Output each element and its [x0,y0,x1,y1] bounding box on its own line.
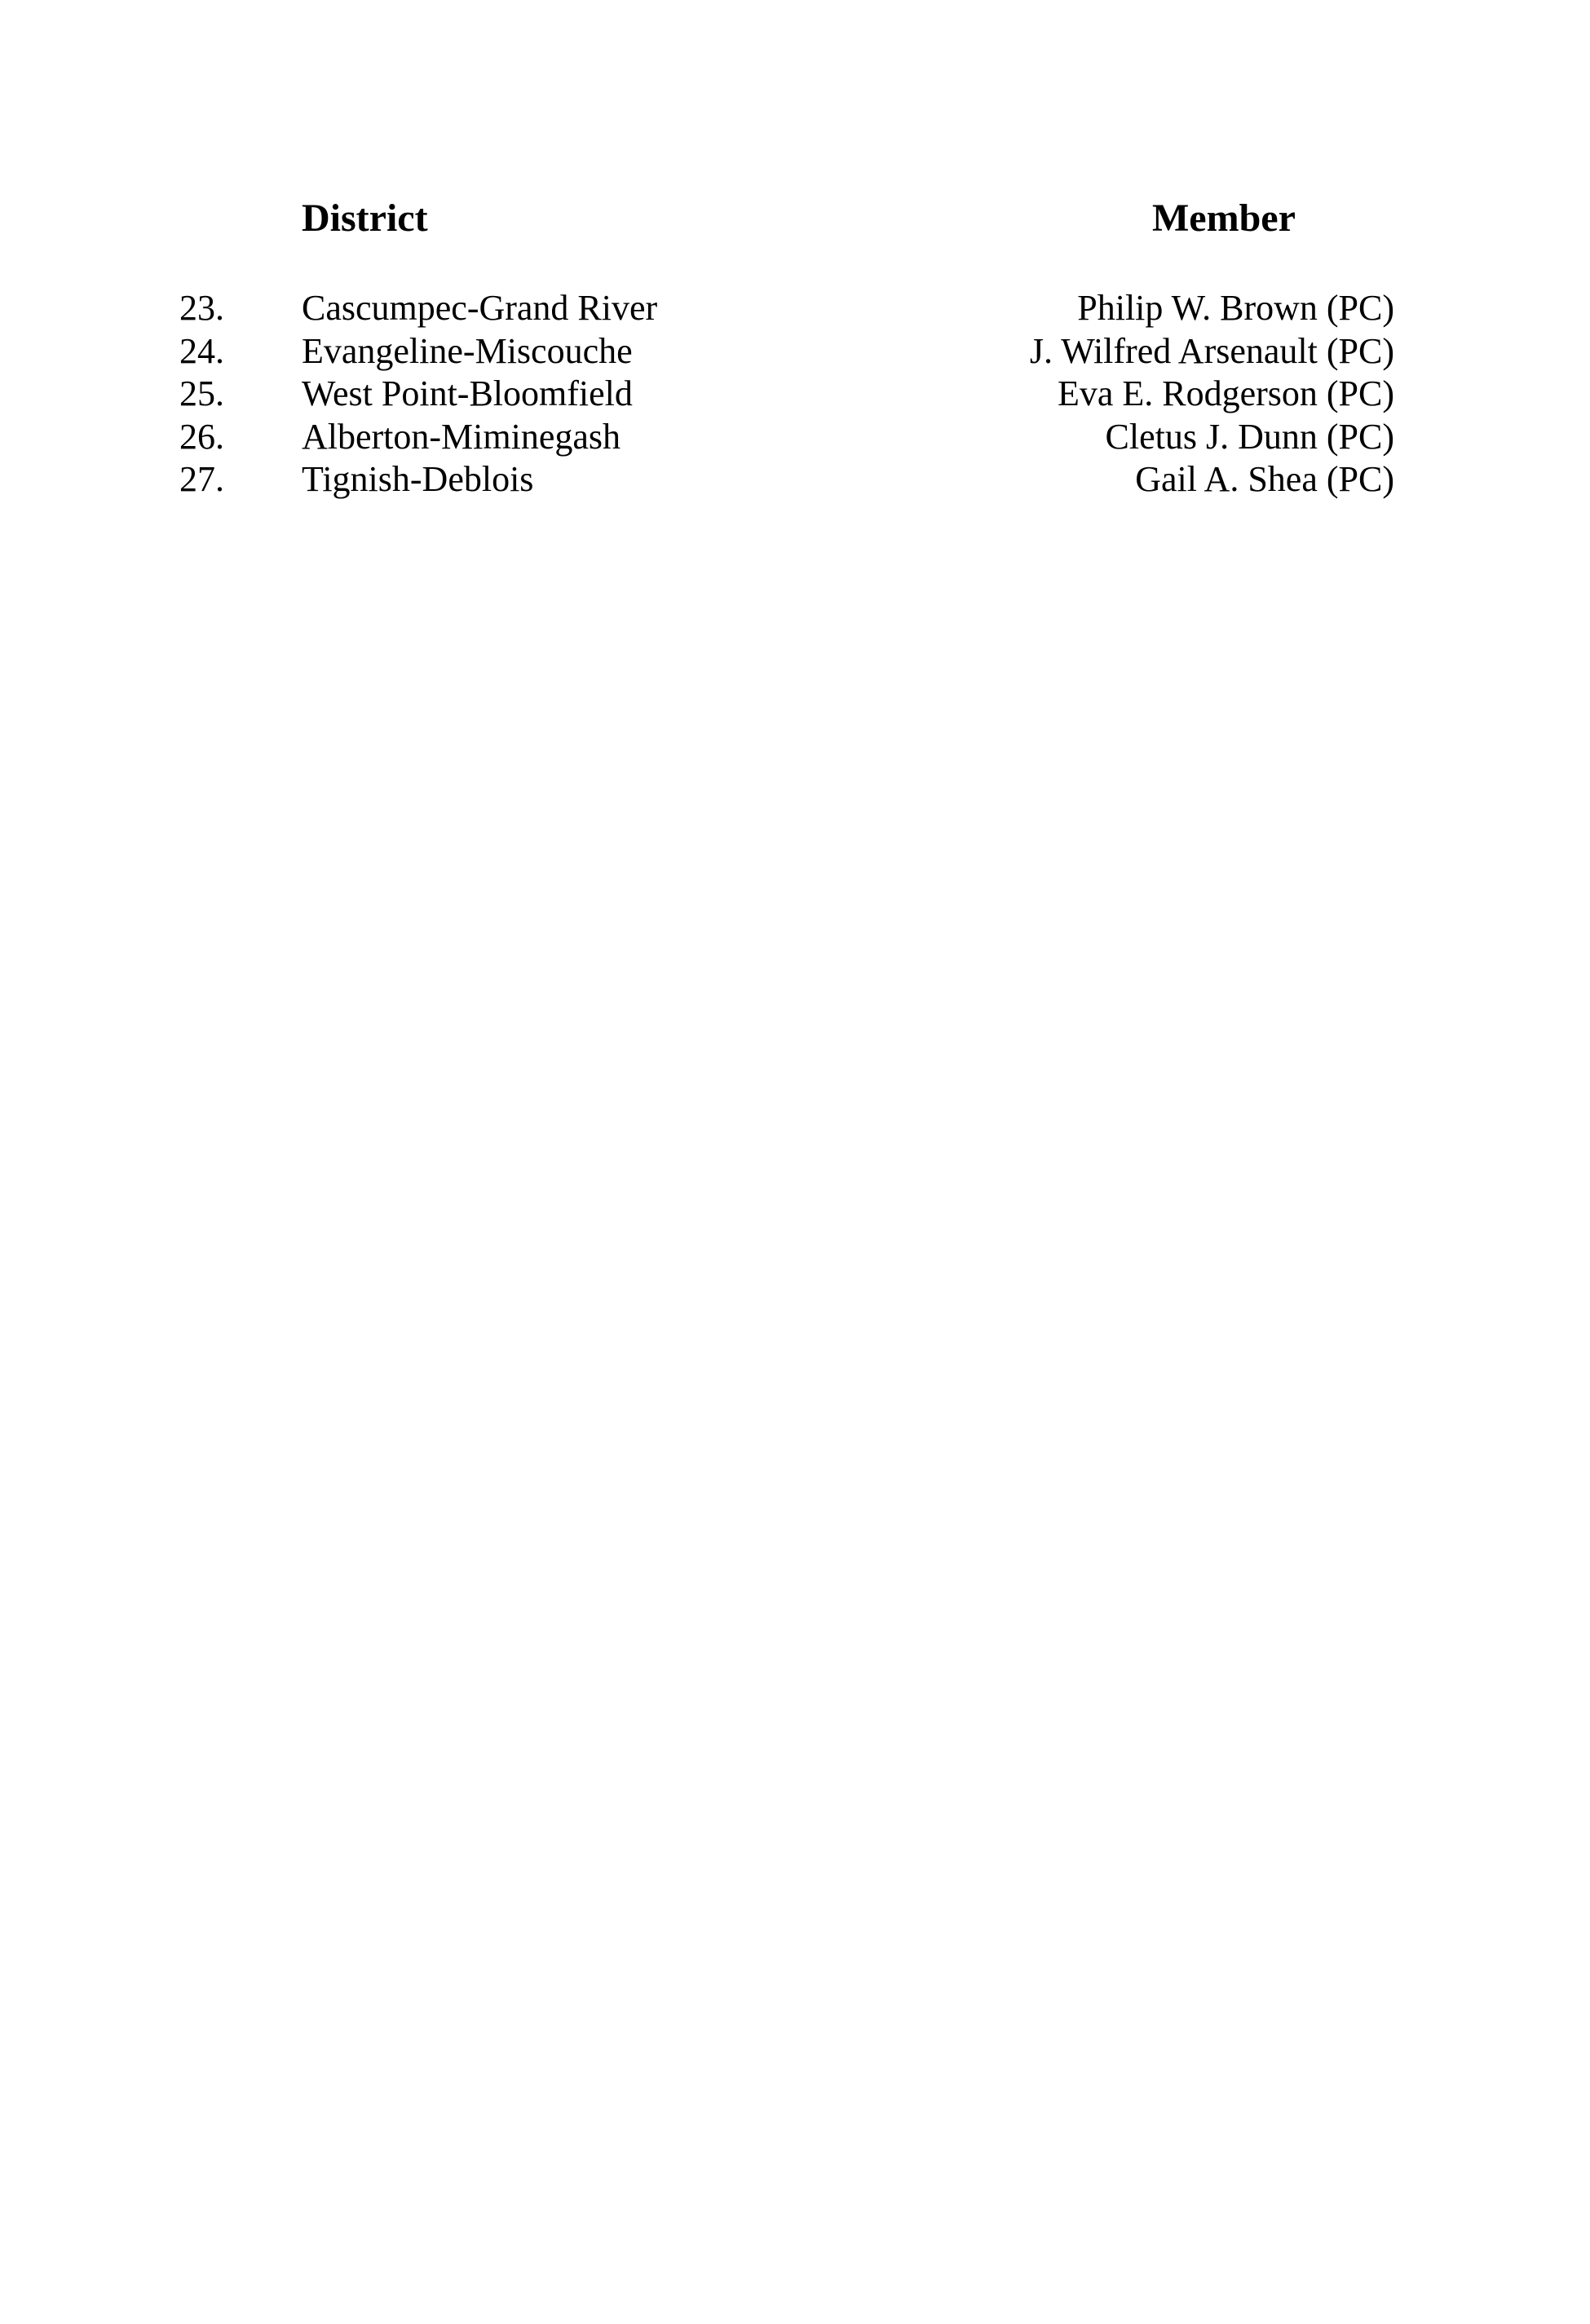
district-column-header: District [302,197,428,240]
list-item [0,373,1590,416]
member-name: J. Wilfred Arsenault (PC) [1029,330,1394,371]
member-name: Cletus J. Dunn (PC) [1105,416,1394,457]
district-name: Cascumpec-Grand River [302,288,658,328]
list-item [0,458,1590,501]
district-number: 25. [179,373,224,413]
member-name: Gail A. Shea (PC) [1135,459,1394,499]
list-item [0,330,1590,373]
district-name: Tignish-Deblois [302,459,534,499]
district-number: 23. [179,288,224,328]
list-item [0,416,1590,459]
list-item [0,287,1590,330]
district-number: 26. [179,416,224,457]
member-column-header: Member [1152,197,1296,240]
district-name: Evangeline-Miscouche [302,330,633,371]
district-number: 27. [179,459,224,499]
district-name: Alberton-Miminegash [302,416,621,457]
district-member-list [0,287,1590,501]
member-name: Philip W. Brown (PC) [1077,288,1394,328]
member-name: Eva E. Rodgerson (PC) [1057,373,1394,413]
district-number: 24. [179,330,224,371]
district-name: West Point-Bloomfield [302,373,633,413]
